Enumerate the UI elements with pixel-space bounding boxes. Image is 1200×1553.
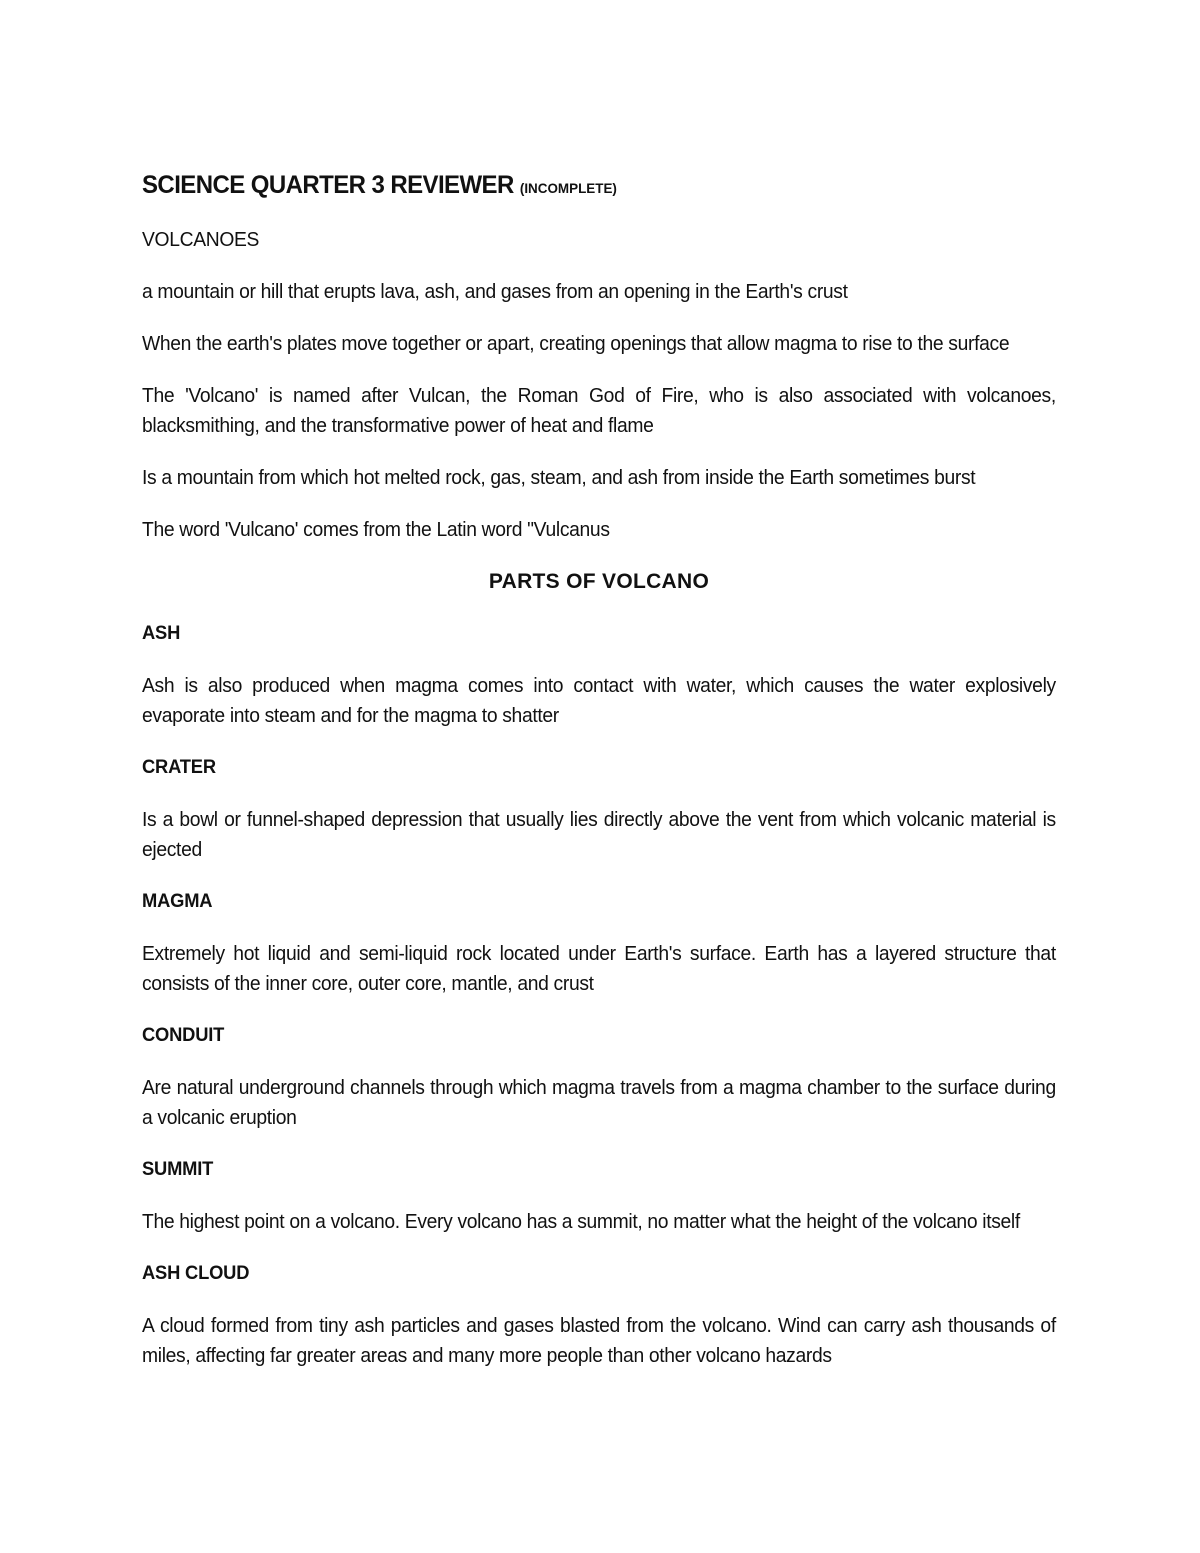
term-description: Is a bowl or funnel-shaped depression that usually lies directly above the vent from which volcanic material is ejected bbox=[142, 809, 1056, 861]
definition-paragraph: a mountain or hill that erupts lava, ash, and gases from an opening in the Earth's crust bbox=[142, 281, 848, 303]
title-text: SCIENCE QUARTER 3 REVIEWER bbox=[142, 171, 514, 199]
definition-paragraph: The word 'Vulcano' comes from the Latin word "Vulcanus bbox=[142, 519, 610, 541]
term-description: A cloud formed from tiny ash particles and gases blasted from the volcano. Wind can carry ash thousands of miles, affecting far greater areas and many more people than other volcano hazards bbox=[142, 1315, 1056, 1367]
topic-label: VOLCANOES bbox=[142, 229, 260, 251]
term-heading: ASH CLOUD bbox=[142, 1263, 250, 1284]
term-description: Ash is also produced when magma comes into contact with water, which causes the water explosively evaporate into steam and for the magma to shatter bbox=[142, 675, 1056, 727]
term-heading: CRATER bbox=[142, 757, 216, 778]
definition-paragraph: When the earth's plates move together or apart, creating openings that allow magma to rise to the surface bbox=[142, 333, 1010, 355]
term-description: Extremely hot liquid and semi-liquid rock located under Earth's surface. Earth has a layered structure that consists of the inner core, outer core, mantle, and crust bbox=[142, 943, 1056, 995]
document-body bbox=[142, 168, 1056, 1393]
definition-paragraph: Is a mountain from which hot melted rock, gas, steam, and ash from inside the Earth sometimes burst bbox=[142, 467, 976, 489]
term-description: Are natural underground channels through which magma travels from a magma chamber to the surface during a volcanic eruption bbox=[142, 1077, 1056, 1129]
term-description: The highest point on a volcano. Every volcano has a summit, no matter what the height of the volcano itself bbox=[142, 1211, 1020, 1233]
definition-paragraph: The 'Volcano' is named after Vulcan, the Roman God of Fire, who is also associated with volcanoes, blacksmithing, and the transformative power of heat and flame bbox=[142, 385, 1056, 437]
term-heading: CONDUIT bbox=[142, 1025, 225, 1046]
term-heading: ASH bbox=[142, 623, 181, 644]
title-suffix: (INCOMPLETE) bbox=[519, 180, 617, 196]
section-heading: PARTS OF VOLCANO bbox=[488, 570, 710, 593]
document-title bbox=[142, 168, 1019, 205]
term-heading: SUMMIT bbox=[142, 1159, 214, 1180]
term-heading: MAGMA bbox=[142, 891, 213, 912]
